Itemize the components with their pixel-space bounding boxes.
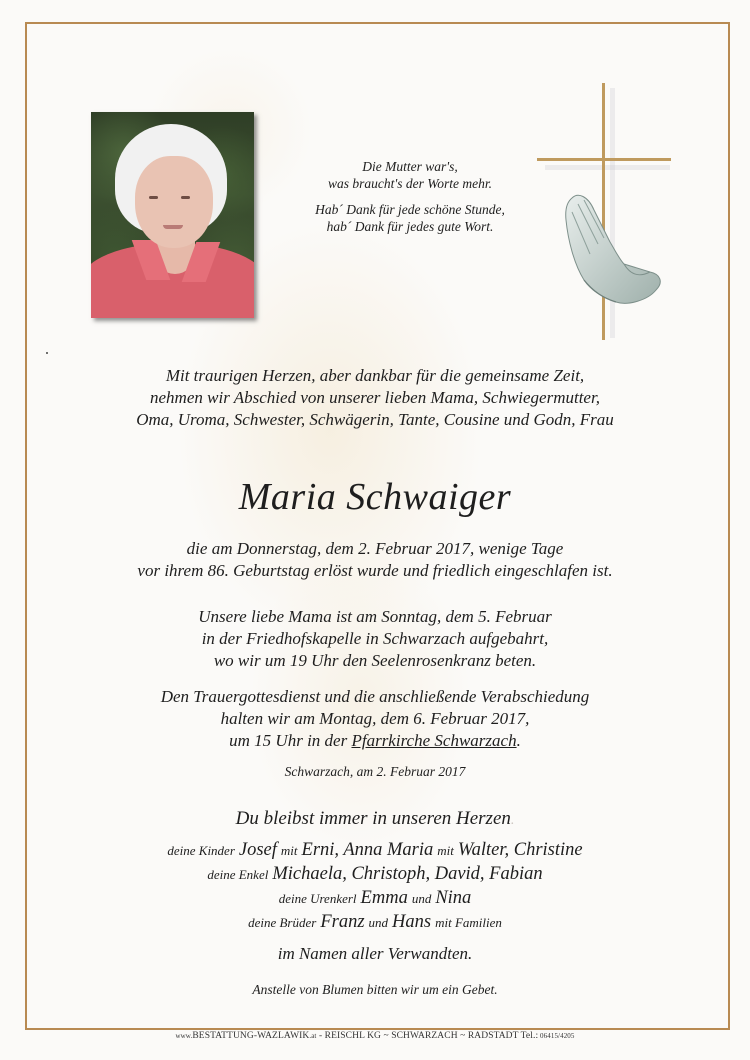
intro-text bbox=[60, 365, 690, 431]
portrait-photo bbox=[91, 112, 254, 318]
motto-dot: . bbox=[510, 813, 515, 828]
on-behalf-of-relatives: im Namen aller Verwandten. bbox=[277, 944, 473, 963]
footer-tld: .at bbox=[309, 1032, 317, 1040]
intro-line: nehmen wir Abschied von unserer lieben Mama, Schwiegermutter, bbox=[150, 388, 600, 407]
relation-label: deine Kinder bbox=[167, 843, 235, 858]
deceased-name: Maria Schwaiger bbox=[238, 476, 512, 518]
service-time: um 15 Uhr in der bbox=[229, 731, 352, 750]
mourners-brothers bbox=[60, 910, 690, 934]
flowers-request: Anstelle von Blumen bitten wir um ein Gebet. bbox=[252, 982, 498, 997]
motto-text: Du bleibst immer in unseren Herzen bbox=[235, 808, 511, 829]
mourner-name: Erni, Anna Maria bbox=[301, 840, 434, 860]
photo-eye-left bbox=[149, 196, 158, 199]
connector: mit Familien bbox=[435, 915, 502, 930]
place-and-date: Schwarzach, am 2. Februar 2017 bbox=[284, 764, 466, 779]
photo-mouth bbox=[163, 225, 183, 229]
connector: und bbox=[411, 891, 432, 906]
church-name: Pfarrkirche Schwarzach bbox=[351, 731, 517, 750]
connector: mit bbox=[280, 843, 298, 858]
mourner-name: Hans bbox=[392, 912, 432, 932]
relation-label: deine Brüder bbox=[248, 915, 317, 930]
wake-line: Unsere liebe Mama ist am Sonntag, dem 5. Februar bbox=[198, 607, 552, 626]
mourner-name: Michaela, Christoph, David, Fabian bbox=[272, 864, 543, 884]
relation-label: deine Enkel bbox=[207, 867, 269, 882]
funeral-service-notice bbox=[60, 686, 690, 752]
wake-notice bbox=[60, 606, 690, 672]
footer-phone: 06415/4205 bbox=[538, 1032, 575, 1040]
photo-face bbox=[135, 156, 213, 248]
wake-line: in der Friedhofskapelle in Schwarzach aufgebahrt, bbox=[201, 629, 549, 648]
service-line bbox=[60, 730, 690, 752]
mourners-list bbox=[60, 838, 690, 934]
verse-line: was braucht's der Worte mehr. bbox=[327, 176, 493, 191]
verse-line: hab´ Dank für jedes gute Wort. bbox=[326, 219, 494, 234]
death-line: die am Donnerstag, dem 2. Februar 2017, wenige Tage bbox=[186, 539, 564, 558]
relation-label: deine Urenkerl bbox=[278, 891, 357, 906]
mourners-grandchildren bbox=[60, 862, 690, 886]
connector: und bbox=[368, 915, 389, 930]
intro-line: Mit traurigen Herzen, aber dankbar für die gemeinsame Zeit, bbox=[165, 366, 585, 385]
funeral-home-footer bbox=[60, 1030, 690, 1042]
memorial-motto bbox=[60, 806, 690, 834]
connector: mit bbox=[437, 843, 454, 858]
mourner-name: Emma bbox=[360, 888, 408, 908]
service-period: . bbox=[516, 731, 521, 750]
verse-stanza-1 bbox=[270, 158, 550, 192]
paper-speck bbox=[46, 352, 48, 354]
praying-hands-icon bbox=[558, 190, 668, 320]
verse-line: Hab´ Dank für jede schöne Stunde, bbox=[315, 202, 505, 217]
mourner-name: Nina bbox=[435, 888, 472, 908]
cross-shadow-horizontal bbox=[545, 165, 670, 170]
verse-stanza-2 bbox=[270, 201, 550, 235]
mourners-great-grandchildren bbox=[60, 886, 690, 910]
footer-brand: BESTATTUNG-WAZLAWIK bbox=[192, 1031, 310, 1041]
service-line: halten wir am Montag, dem 6. Februar 2017, bbox=[220, 709, 530, 728]
cross-icon-crossbar bbox=[537, 158, 671, 161]
verse-line: Die Mutter war's, bbox=[362, 159, 458, 174]
mourner-name: Josef bbox=[238, 840, 277, 860]
service-line: Den Trauergottesdienst und die anschließende Verabschiedung bbox=[160, 687, 590, 706]
intro-line: Oma, Uroma, Schwester, Schwägerin, Tante, Cousine und Godn, Frau bbox=[136, 410, 614, 429]
mourners-children bbox=[60, 838, 690, 862]
mourner-name: Walter, Christine bbox=[457, 840, 583, 860]
memorial-verse bbox=[270, 158, 550, 244]
footer-www: www. bbox=[175, 1032, 193, 1040]
photo-eye-right bbox=[181, 196, 190, 199]
wake-line: wo wir um 19 Uhr den Seelenrosenkranz beten. bbox=[213, 651, 537, 670]
death-notice bbox=[60, 538, 690, 582]
footer-address: - REISCHL KG ~ SCHWARZACH ~ RADSTADT Tel.: bbox=[316, 1031, 539, 1041]
mourner-name: Franz bbox=[320, 912, 365, 932]
death-line: vor ihrem 86. Geburtstag erlöst wurde und friedlich eingeschlafen ist. bbox=[137, 561, 613, 580]
